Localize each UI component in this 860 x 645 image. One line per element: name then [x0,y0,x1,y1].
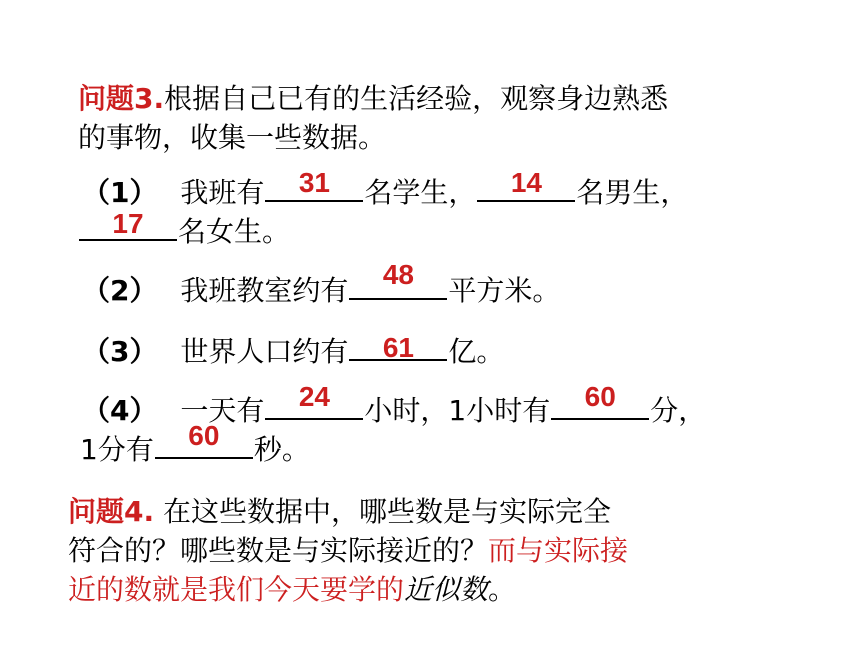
q3-label: 问题3. [78,82,165,115]
item1-number: （1） [82,176,158,209]
item4-line2-prefix: 1分有 [80,433,154,466]
q3-line2 [78,120,386,156]
item4-mid2: 1小时有 [448,394,551,427]
q4-text-line3-end: 。 [488,573,517,606]
item4-prefix: 一天有 [180,394,265,427]
item1-answer-boys: 14 [510,167,542,198]
item1-mid1: 名学生， [364,176,477,209]
item3-blank-population [349,329,447,361]
item4-blank-hours [265,381,363,420]
item1-answer-students: 31 [298,167,330,198]
item4-answer-seconds: 60 [188,420,220,451]
q4-text-line2-black: 符合的？哪些数是与实际接近的？ [68,534,489,567]
item1-blank-boys [477,167,575,202]
item4-mid3: 分， [650,394,707,427]
item4-answer-minutes: 60 [584,381,616,412]
item2-line [82,259,561,309]
item2-answer-area: 48 [382,259,414,290]
q4-line3 [68,572,516,608]
item4-answer-hours: 24 [298,381,330,412]
item4-blank-seconds [155,420,253,459]
item1-answer-girls: 17 [112,208,144,239]
q3-text-line2: 的事物，收集一些数据。 [78,121,387,154]
item3-line [82,329,504,370]
item2-blank-area [349,259,447,300]
item1-prefix: 我班有 [180,176,265,209]
item4-blank-minutes [551,381,649,420]
item4-mid1: 小时， [364,394,449,427]
item1-line1 [82,167,689,211]
q4-text-line1: 在这些数据中，哪些数是与实际完全 [163,495,612,528]
item1-line2 [78,209,290,250]
q4-text-line2-red: 而与实际接 [488,534,629,567]
item4-line2 [80,420,310,468]
item2-number: （2） [82,274,158,307]
item3-post: 亿。 [448,335,505,368]
item1-post: 名女生。 [178,215,291,248]
q4-line1 [68,494,611,530]
item1-blank-girls [79,209,177,241]
item3-answer-population: 61 [382,332,414,363]
item4-post: 秒。 [253,433,310,466]
item4-number: （4） [82,394,158,427]
item3-prefix: 世界人口约有 [180,335,349,368]
q4-label: 问题4. [68,495,155,528]
item1-mid2: 名男生， [576,176,689,209]
item3-number: （3） [82,335,158,368]
item2-prefix: 我班教室约有 [180,274,349,307]
q4-text-line3-red: 近的数就是我们今天要学的 [68,573,405,606]
q4-approximate-number-term: 近似数 [404,573,489,606]
q3-text-line1: 根据自己已有的生活经验，观察身边熟悉 [164,82,669,115]
item2-post: 平方米。 [448,274,561,307]
item1-blank-students [265,167,363,202]
q3-line1 [78,81,668,117]
q4-line2 [68,533,628,569]
